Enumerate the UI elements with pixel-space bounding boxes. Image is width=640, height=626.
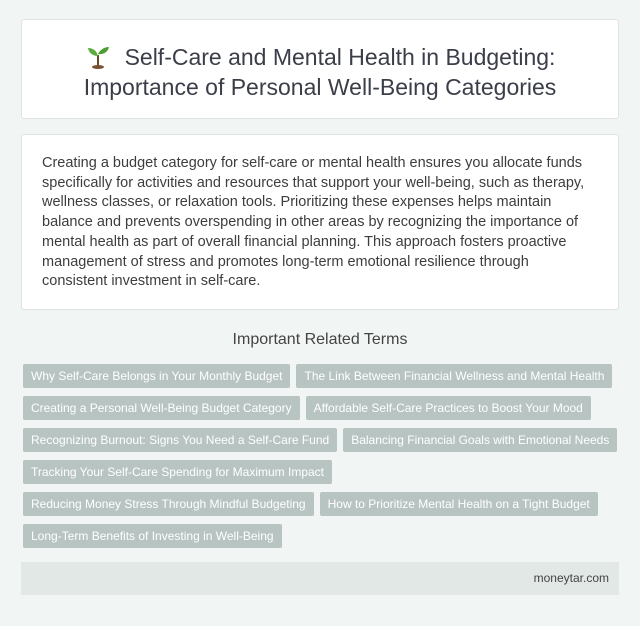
summary-text: Creating a budget category for self-care or mental health ensures you allocate funds specifically for activities and resources that support your well-being, such as therapy, wellness classes, or relaxation tools. Prioritizing these expenses helps maintain balance and prevents overspending in other areas by recognizing the importance of mental health as part of overall financial planning. This approach fosters proactive management of stress and promotes long-term emotional resilience through consistent investment in self-care.: [42, 155, 585, 290]
related-term-tag[interactable]: Balancing Financial Goals with Emotional Needs: [343, 428, 617, 452]
title-card: [21, 19, 619, 119]
page-title: [22, 42, 618, 102]
related-term-tag[interactable]: How to Prioritize Mental Health on a Tight Budget: [320, 492, 598, 516]
related-term-tag[interactable]: Recognizing Burnout: Signs You Need a Self-Care Fund: [23, 428, 337, 452]
related-term-tag[interactable]: Why Self-Care Belongs in Your Monthly Budget: [23, 364, 290, 388]
related-term-tag[interactable]: Affordable Self-Care Practices to Boost Your Mood: [306, 396, 591, 420]
related-terms-heading: Important Related Terms: [232, 331, 408, 348]
summary-card: [21, 134, 619, 310]
title-line-1: Self-Care and Mental Health in Budgeting:: [124, 44, 556, 70]
related-term-tag[interactable]: The Link Between Financial Wellness and Mental Health: [296, 364, 612, 388]
title-line-2: Importance of Personal Well-Being Categories: [83, 74, 557, 100]
related-term-tag[interactable]: Long-Term Benefits of Investing in Well-Being: [23, 524, 282, 548]
related-term-tag[interactable]: Tracking Your Self-Care Spending for Maximum Impact: [23, 460, 332, 484]
footer-site-name: moneytar.com: [533, 571, 609, 585]
related-terms-list: [23, 364, 623, 548]
sprout-icon: [85, 43, 111, 69]
related-term-tag[interactable]: Reducing Money Stress Through Mindful Budgeting: [23, 492, 314, 516]
related-term-tag[interactable]: Creating a Personal Well-Being Budget Category: [23, 396, 300, 420]
footer: [21, 562, 619, 595]
